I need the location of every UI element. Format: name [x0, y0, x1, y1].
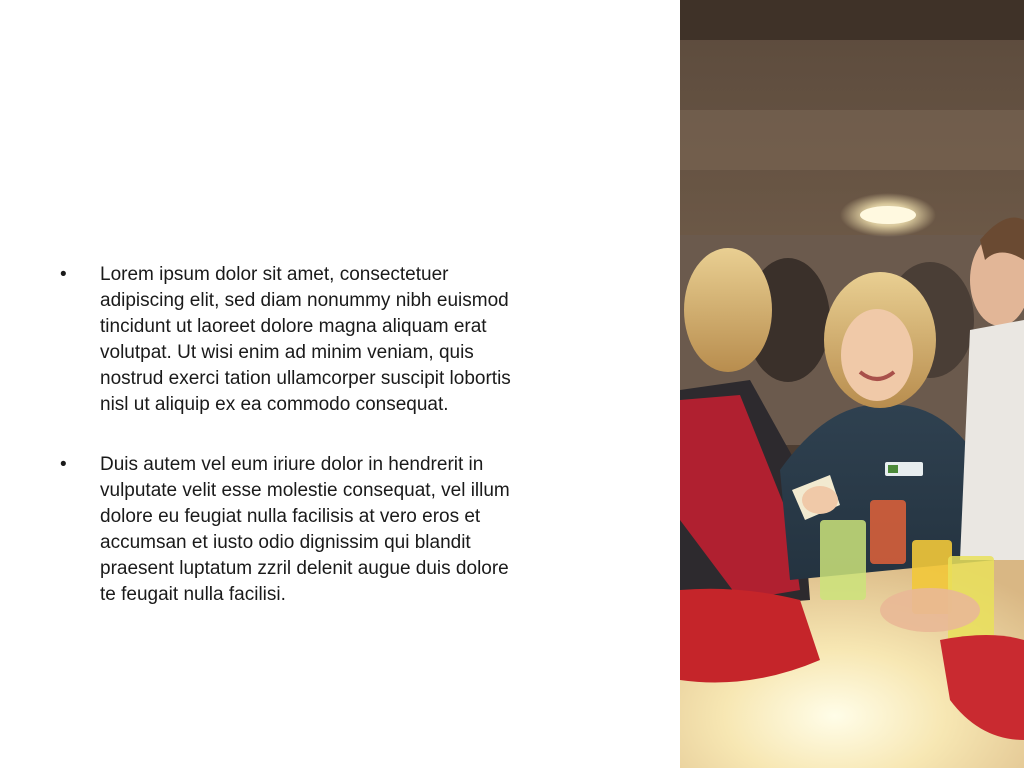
bullet-item	[58, 452, 518, 608]
bullet-marker: •	[60, 454, 67, 475]
bullet-text: Duis autem vel eum iriure dolor in hendrerit in vulputate velit esse molestie consequat, vel illum dolore eu feugiat nulla facilisis at vero eros et accumsan et iusto odio dignissim qui blandit praesent luptatum zzril delenit augue duis dolore te feugait nulla facilisi.	[100, 454, 510, 605]
bar-photo	[680, 0, 1024, 768]
bullet-marker: •	[60, 264, 67, 285]
bar-scene-illustration	[680, 0, 1024, 768]
bullet-list	[58, 262, 518, 642]
bullet-item	[58, 262, 518, 418]
bullet-text: Lorem ipsum dolor sit amet, consectetuer adipiscing elit, sed diam nonummy nibh euismod tincidunt ut laoreet dolore magna aliquam erat volutpat. Ut wisi enim ad minim veniam, quis nostrud exerci tation ullamcorper suscipit lobortis nisl ut aliquip ex ea commodo consequat.	[100, 264, 511, 415]
